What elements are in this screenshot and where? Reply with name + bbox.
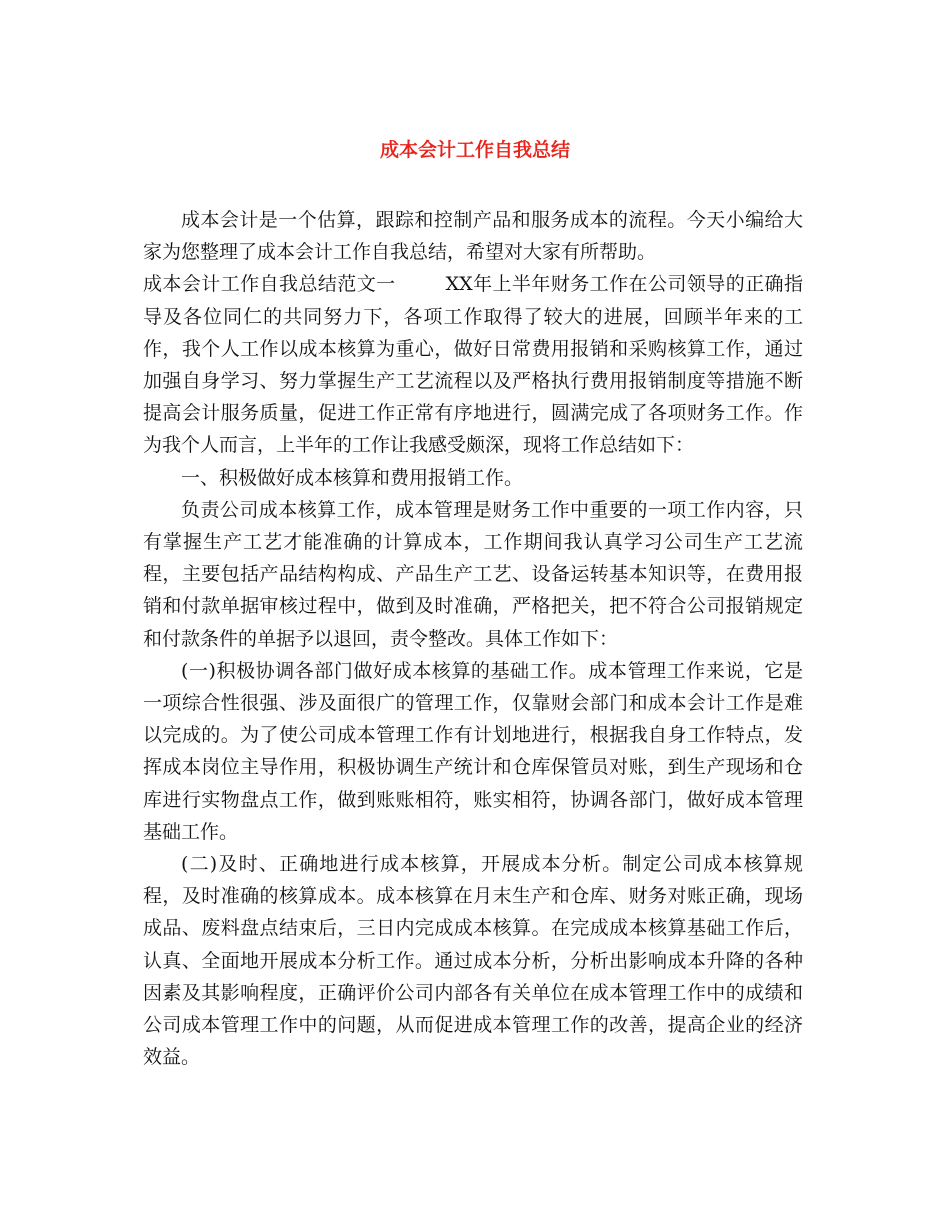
sample-heading: 成本会计工作自我总结范文一 [143,273,396,296]
sample-paragraph [143,268,803,461]
sample-lead-text: XX年上半年财务工作在公司领导的正确指导及各位同仁的共同努力下，各项工作取得了较大的进展，回顾半年来的工作，我个人工作以成本核算为重心，做好日常费用报销和采购核算工作，通过加强自身学习、努力掌握生产工艺流程以及严格执行费用报销制度等措施不断提高会计服务质量，促进工作正常有序地进行，圆满完成了各项财务工作。作为我个人而言，上半年的工作让我感受颇深，现将工作总结如下： [143,273,803,457]
item2-paragraph: (二)及时、正确地进行成本核算，开展成本分析。制定公司成本核算规程，及时准确的核算成本。成本核算在月末生产和仓库、财务对账正确，现场成品、废料盘点结束后，三日内完成成本核算。在完成成本核算基础工作后，认真、全面地开展成本分析工作。通过成本分析，分析出影响成本升降的各种因素及其影响程度，正确评价公司内部各有关单位在成本管理工作中的成绩和公司成本管理工作中的问题，从而促进成本管理工作的改善，提高企业的经济效益。 [143,853,803,1069]
document-body [143,204,803,1073]
document-title: 成本会计工作自我总结 [379,139,570,161]
item1-paragraph: (一)积极协调各部门做好成本核算的基础工作。成本管理工作来说，它是一项综合性很强、涉及面很广的管理工作，仅靠财会部门和成本会计工作是难以完成的。为了使公司成本管理工作有计划地进行，根据我自身工作特点，发挥成本岗位主导作用，积极协调生产统计和仓库保管员对账，到生产现场和仓库进行实物盘点工作，做到账账相符，账实相符，协调各部门，做好成本管理基础工作。 [143,659,803,843]
section1-body: 负责公司成本核算工作，成本管理是财务工作中重要的一项工作内容，只有掌握生产工艺才能准确的计算成本，工作期间我认真学习公司生产工艺流程，主要包括产品结构构成、产品生产工艺、设备运转基本知识等，在费用报销和付款单据审核过程中，做到及时准确，严格把关，把不符合公司报销规定和付款条件的单据予以退回，责令整改。具体工作如下： [143,498,803,650]
intro-paragraph: 成本会计是一个估算，跟踪和控制产品和服务成本的流程。今天小编给大家为您整理了成本会计工作自我总结，希望对大家有所帮助。 [143,209,803,264]
section1-heading: 一、积极做好成本核算和费用报销工作。 [181,466,524,489]
